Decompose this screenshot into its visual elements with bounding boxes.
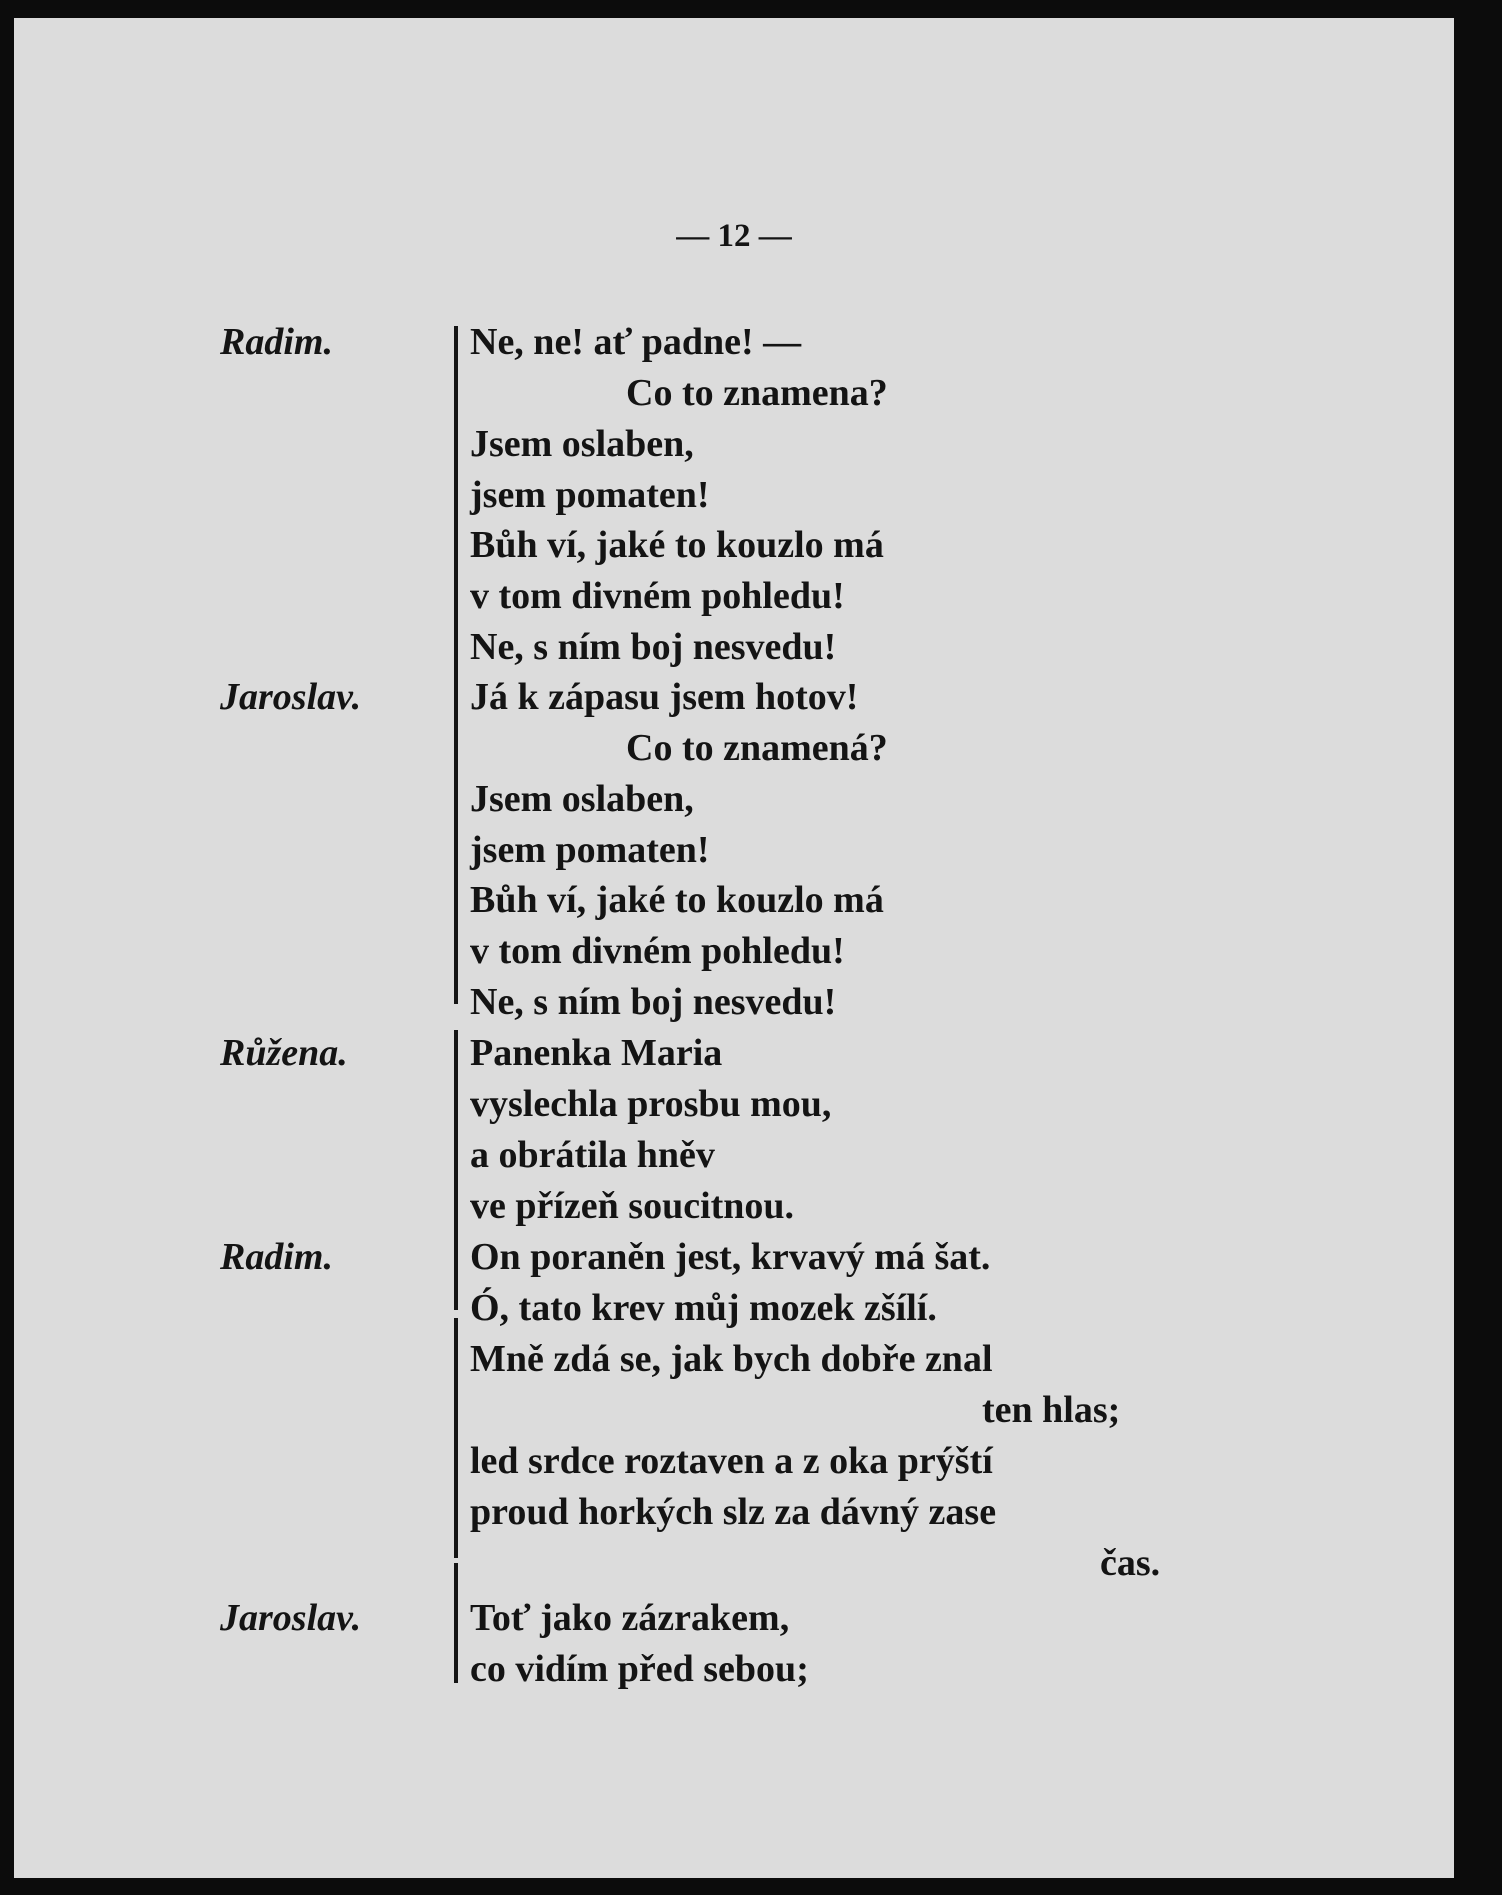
verse-line: On poraněn jest, krvavý má šat. bbox=[470, 1236, 991, 1278]
verse-line: Bůh ví, jaké to kouzlo má bbox=[470, 879, 884, 921]
verse-line: Co to znamena? bbox=[626, 372, 888, 414]
verse-line: ten hlas; bbox=[982, 1389, 1121, 1431]
verse-line: čas. bbox=[1100, 1542, 1161, 1584]
verse-line: Ne, s ním boj nesvedu! bbox=[470, 981, 837, 1023]
verse-line: Bůh ví, jaké to kouzlo má bbox=[470, 524, 884, 566]
verse-line: Jsem oslaben, bbox=[470, 778, 694, 820]
speech-bracket bbox=[454, 1030, 458, 1310]
verse-line: a obrátila hněv bbox=[470, 1134, 715, 1176]
verse-line: v tom divném pohledu! bbox=[470, 930, 845, 972]
speaker-jaroslav: Jaroslav. bbox=[220, 676, 362, 718]
verse-line: Co to znamená? bbox=[626, 727, 888, 769]
verse-line: v tom divném pohledu! bbox=[470, 575, 845, 617]
book-page bbox=[14, 18, 1454, 1878]
speaker-radim: Radim. bbox=[220, 1236, 333, 1278]
verse-line: ve přízeň soucitnou. bbox=[470, 1185, 795, 1227]
speaker-radim: Radim. bbox=[220, 321, 333, 363]
verse-line: Ne, s ním boj nesvedu! bbox=[470, 626, 837, 668]
speech-bracket bbox=[454, 1563, 458, 1683]
speech-bracket bbox=[454, 1318, 458, 1558]
verse-line: Já k zápasu jsem hotov! bbox=[470, 676, 859, 718]
verse-line: Mně zdá se, jak bych dobře znal bbox=[470, 1338, 993, 1380]
verse-line: Ó, tato krev můj mozek zšílí. bbox=[470, 1287, 937, 1329]
verse-line: proud horkých slz za dávný zase bbox=[470, 1491, 997, 1533]
verse-line: Toť jako zázrakem, bbox=[470, 1597, 790, 1639]
verse-line: led srdce roztaven a z oka prýští bbox=[470, 1440, 993, 1482]
verse-line: Ne, ne! ať padne! — bbox=[470, 321, 802, 363]
verse-line: vyslechla prosbu mou, bbox=[470, 1083, 832, 1125]
speaker-jaroslav: Jaroslav. bbox=[220, 1597, 362, 1639]
page-number: — 12 — bbox=[676, 218, 792, 254]
speaker-ruzena: Růžena. bbox=[220, 1032, 348, 1074]
verse-line: co vidím před sebou; bbox=[470, 1648, 809, 1690]
verse-line: Jsem oslaben, bbox=[470, 423, 694, 465]
verse-line: Panenka Maria bbox=[470, 1032, 723, 1074]
speech-bracket bbox=[454, 326, 458, 1004]
verse-line: jsem pomaten! bbox=[470, 474, 710, 516]
verse-line: jsem pomaten! bbox=[470, 829, 710, 871]
